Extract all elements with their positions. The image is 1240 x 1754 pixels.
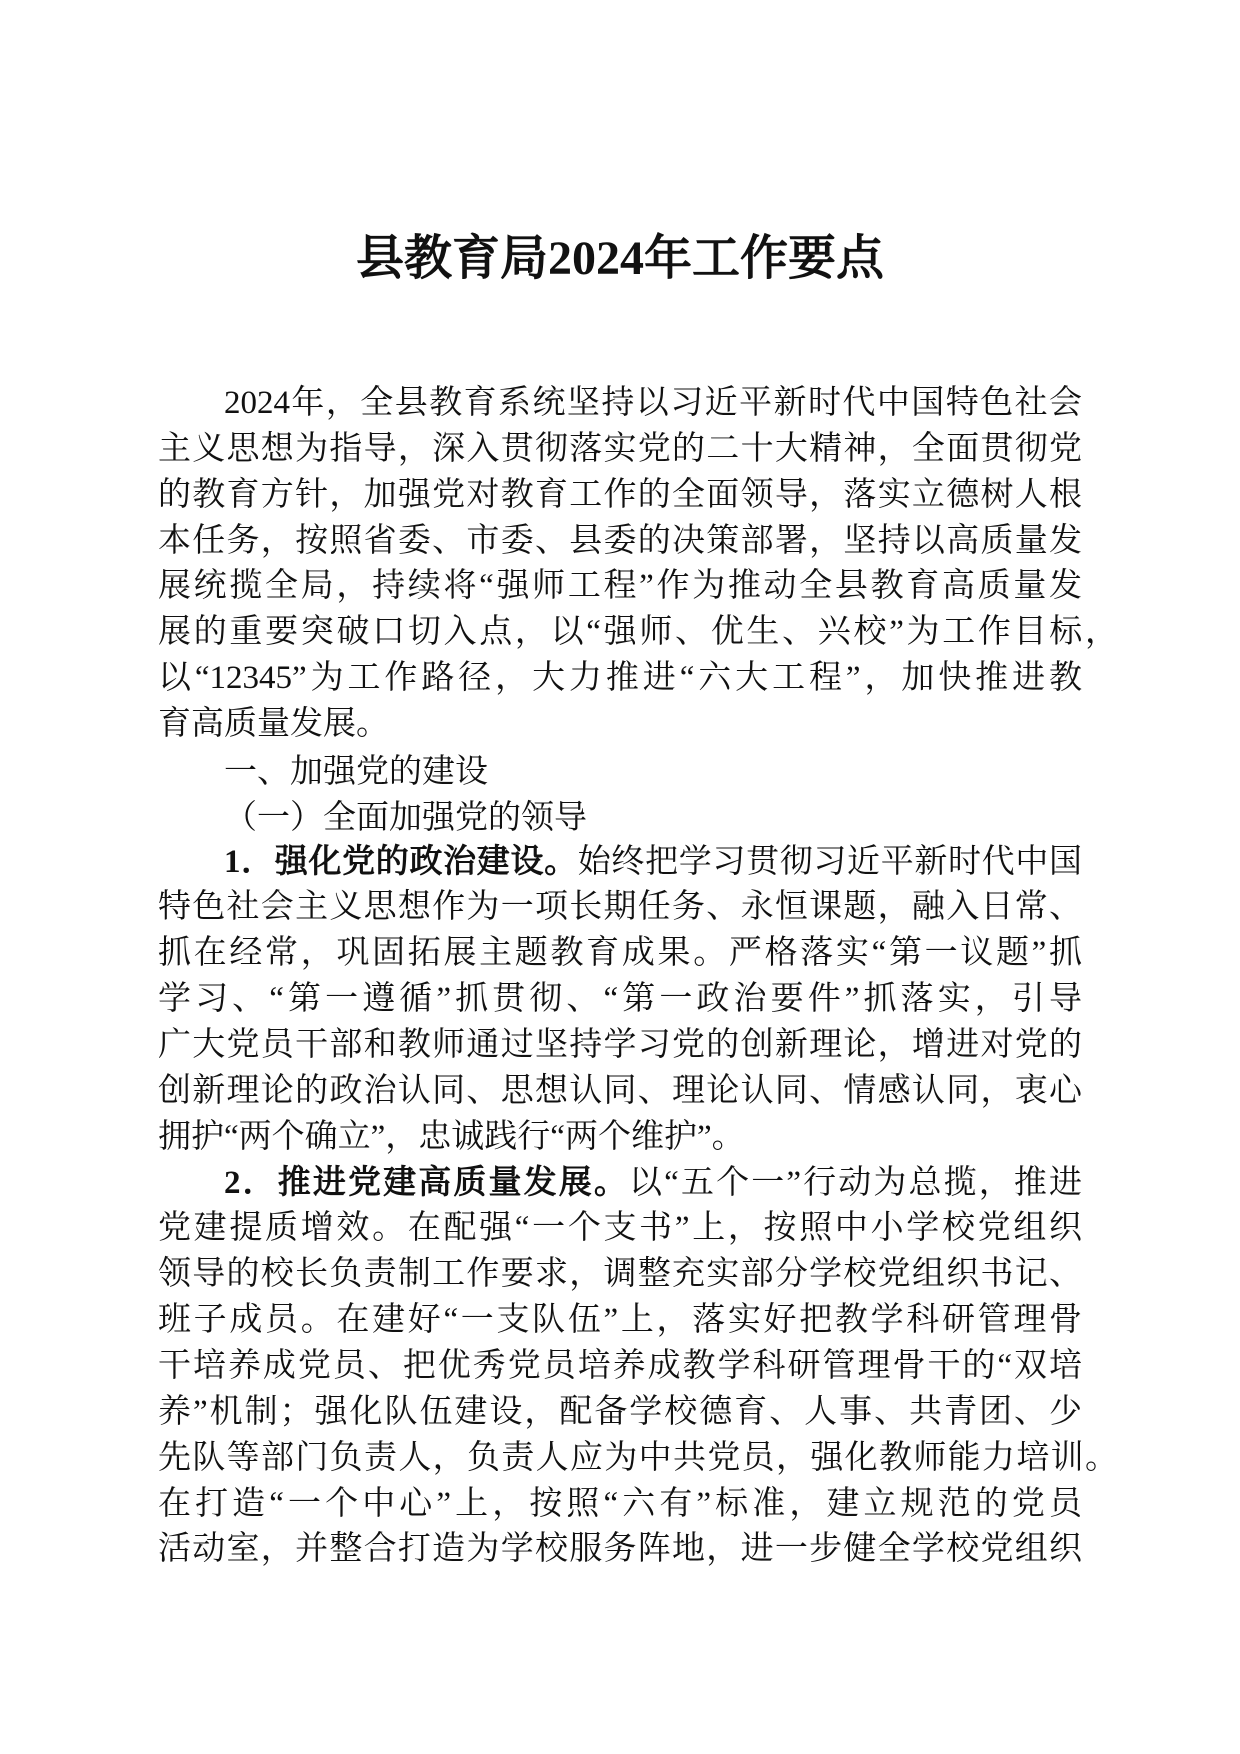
- text-line: 以“12345”为工作路径，大力推进“六大工程”，加快推进教: [158, 660, 1082, 697]
- item-lead: 2．推进党建高质量发展。: [224, 1164, 630, 1201]
- item-paragraph-2: [158, 1161, 1118, 1574]
- text-line: 展的重要突破口切入点，以“强师、优生、兴校”为工作目标，: [158, 614, 1118, 651]
- document-body: [158, 381, 1118, 1573]
- document-title: 县教育局2024年工作要点: [355, 232, 884, 285]
- item-first-line: [158, 1161, 1082, 1207]
- intro-paragraph: [158, 381, 1118, 748]
- text-line: 养”机制；强化队伍建设，配备学校德育、人事、共青团、少: [158, 1393, 1082, 1430]
- text-line: 主义思想为指导，深入贯彻落实党的二十大精神，全面贯彻党: [158, 430, 1082, 467]
- text-line: 的教育方针，加强党对教育工作的全面领导，落实立德树人根: [158, 476, 1082, 513]
- text-line: 本任务，按照省委、市委、县委的决策部署，坚持以高质量发: [158, 522, 1082, 559]
- subsection-heading: （一）全面加强党的领导: [224, 796, 587, 836]
- text-line: 在打造“一个中心”上，按照“六有”标准，建立规范的党员: [158, 1485, 1082, 1522]
- text-line: 活动室，并整合打造为学校服务阵地，进一步健全学校党组织: [158, 1531, 1082, 1568]
- item-paragraph-1: [158, 840, 1118, 1161]
- text-line: 拥护“两个确立”，忠诚践行“两个维护”。: [158, 1118, 745, 1155]
- text-line: 特色社会主义思想作为一项长期任务、永恒课题，融入日常、: [158, 889, 1082, 926]
- item-text: 以“五个一”行动为总揽，推进: [629, 1164, 1083, 1201]
- text-line: 创新理论的政治认同、思想认同、理论认同、情感认同，衷心: [158, 1072, 1082, 1109]
- text-line: 领导的校长负责制工作要求，调整充实部分学校党组织书记、: [158, 1256, 1082, 1293]
- text-line: 先队等部门负责人，负责人应为中共党员，强化教师能力培训。: [158, 1439, 1118, 1476]
- text-line: 2024年，全县教育系统坚持以习近平新时代中国特色社会: [224, 385, 1082, 421]
- item-text: 始终把学习贯彻习近平新时代中国: [577, 843, 1083, 880]
- text-line: 班子成员。在建好“一支队伍”上，落实好把教学科研管理骨: [158, 1302, 1082, 1339]
- text-line: 展统揽全局，持续将“强师工程”作为推动全县教育高质量发: [158, 568, 1082, 605]
- text-line: 抓在经常，巩固拓展主题教育成果。严格落实“第一议题”抓: [158, 935, 1082, 972]
- item-first-line: [158, 840, 1082, 886]
- text-line: 学习、“第一遵循”抓贯彻、“第一政治要件”抓落实，引导: [158, 981, 1082, 1018]
- text-line: 党建提质增效。在配强“一个支书”上，按照中小学校党组织: [158, 1210, 1082, 1247]
- section-heading: 一、加强党的建设: [224, 750, 488, 790]
- text-line: 育高质量发展。: [158, 706, 389, 743]
- text-line: 干培养成党员、把优秀党员培养成教学科研管理骨干的“双培: [158, 1348, 1082, 1385]
- item-lead: 1．强化党的政治建设。: [224, 843, 578, 880]
- text-line: 广大党员干部和教师通过坚持学习党的创新理论，增进对党的: [158, 1027, 1082, 1064]
